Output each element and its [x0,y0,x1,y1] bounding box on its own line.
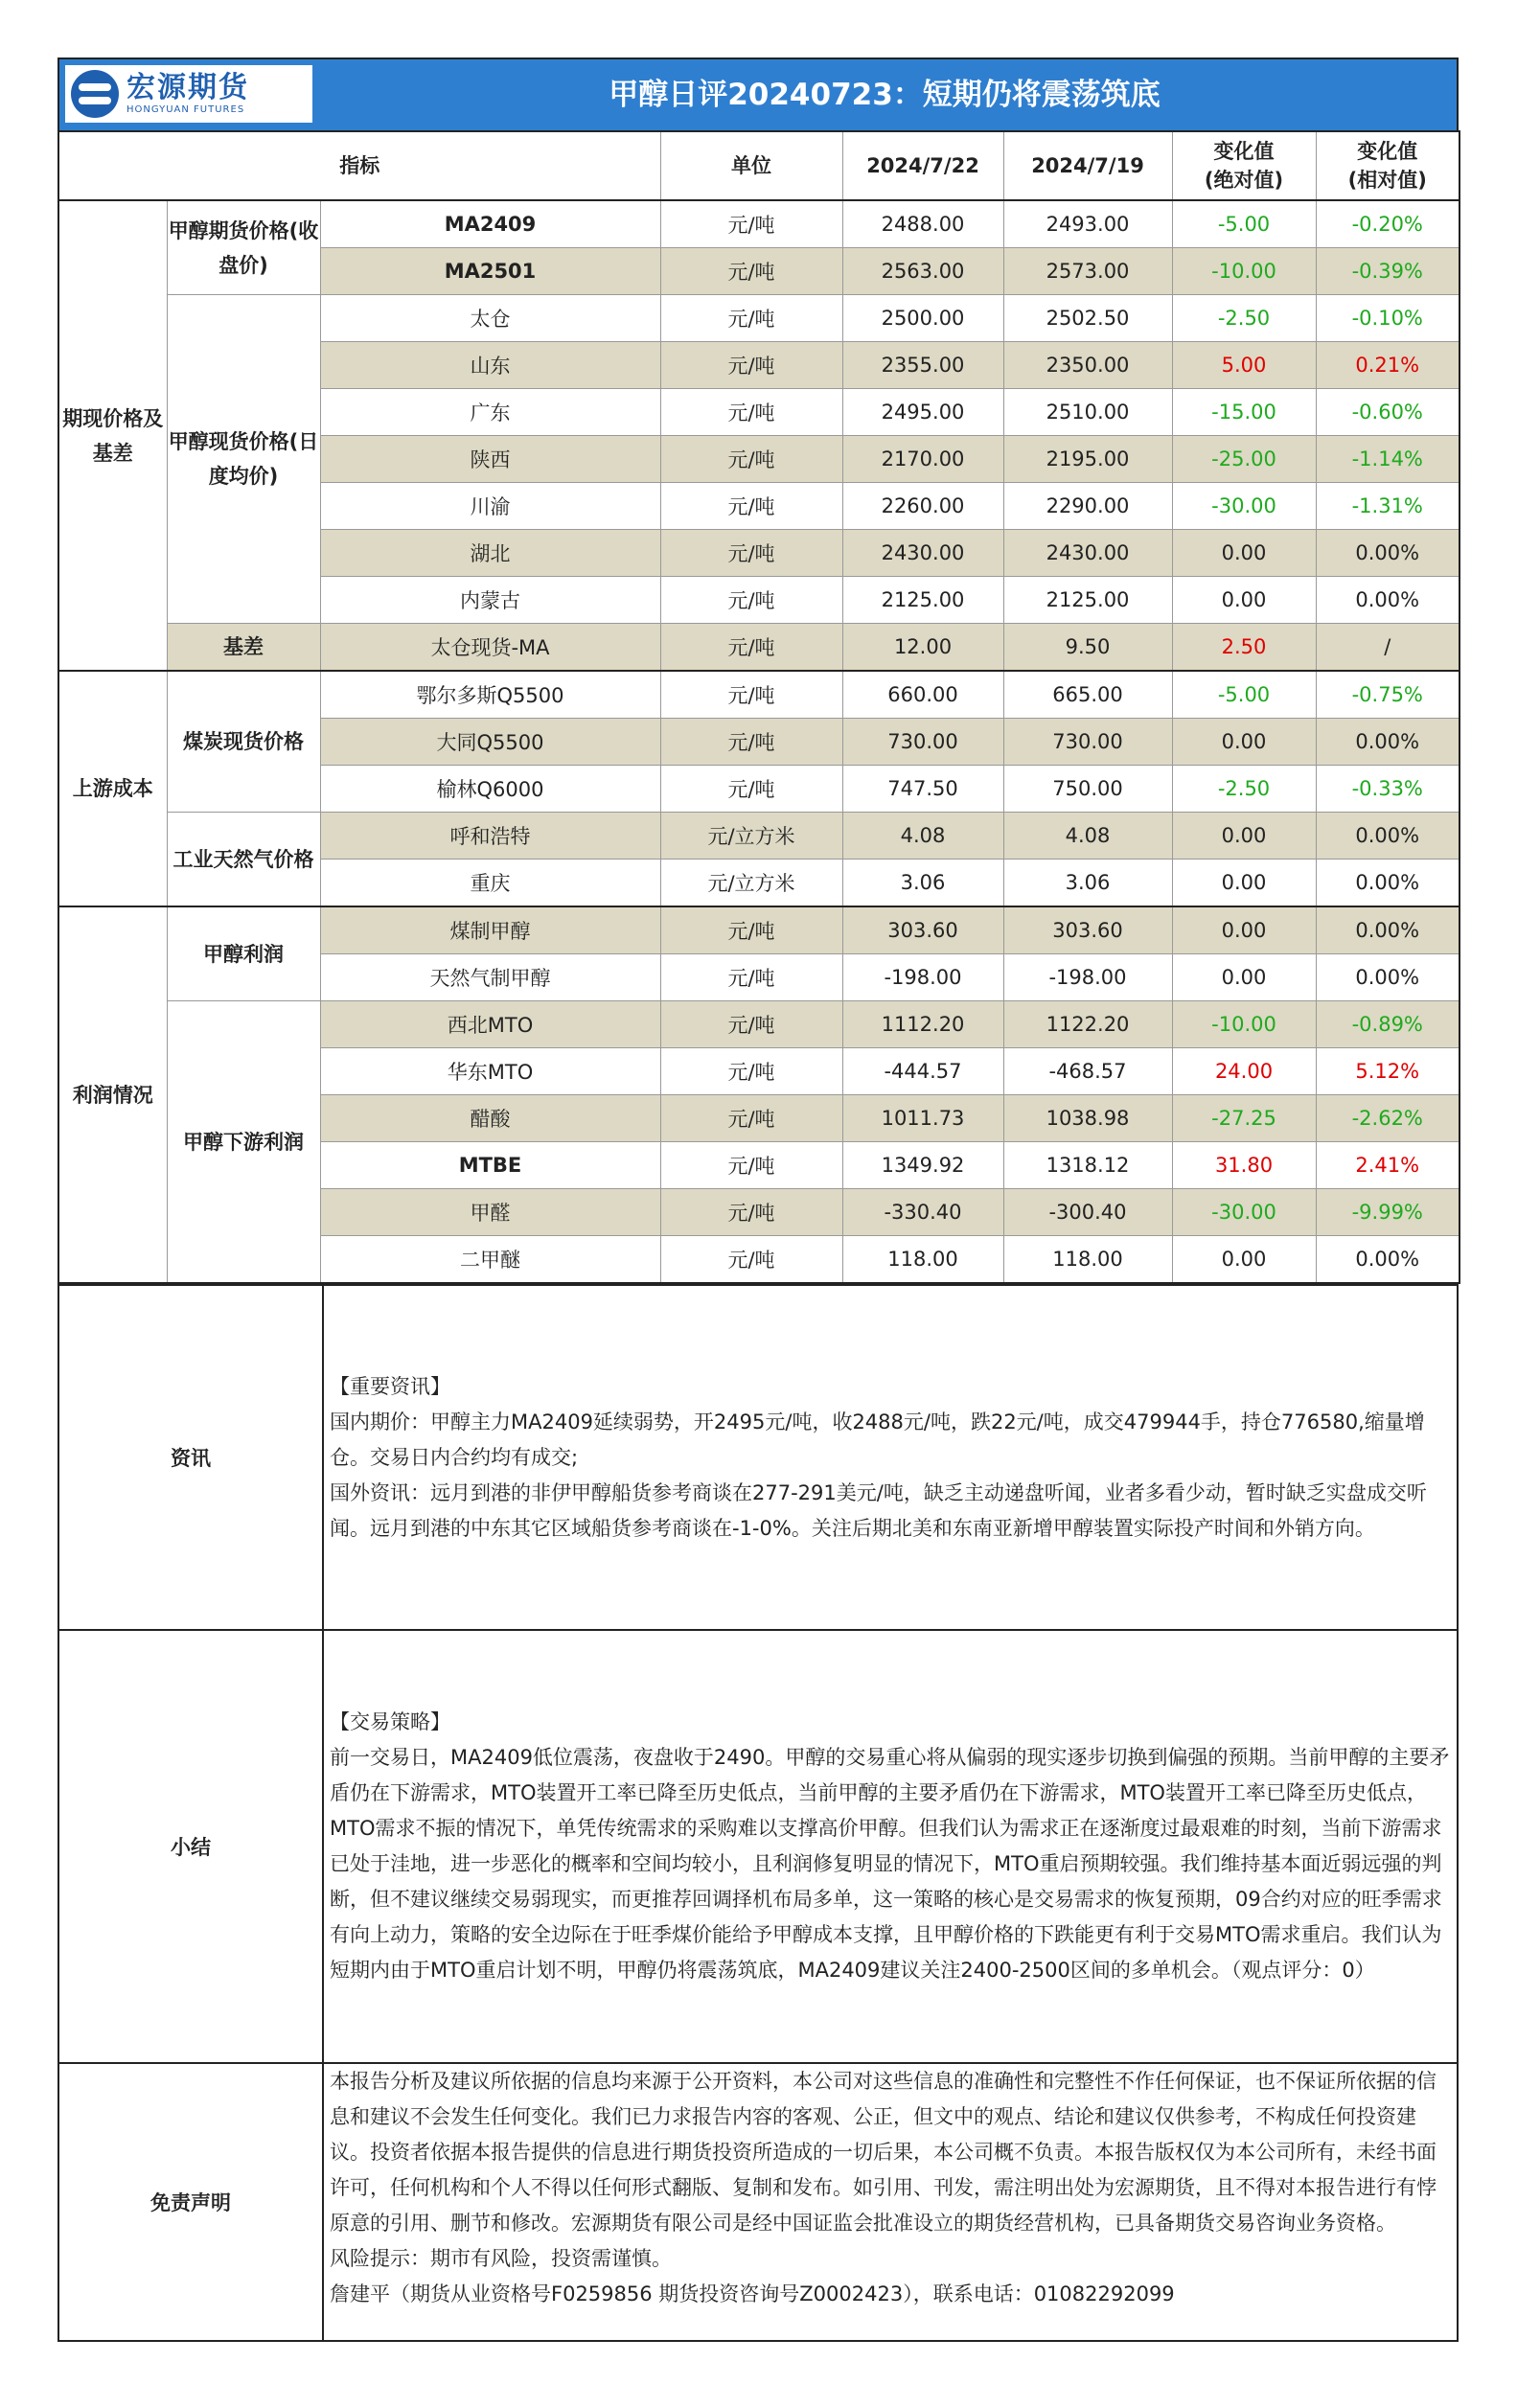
value-date-2: -468.57 [1003,1048,1172,1095]
table-row [58,671,1460,719]
header-unit: 单位 [660,131,842,200]
value-date-1: 2170.00 [842,436,1003,483]
value-date-1: 2500.00 [842,295,1003,342]
table-row [58,906,1460,954]
unit-cell: 元/吨 [660,1142,842,1189]
category-cell: 上游成本 [58,671,167,906]
indicator-name: 鄂尔多斯Q5500 [320,671,660,719]
news-label: 资讯 [58,1285,323,1630]
rel-change: -1.31% [1316,483,1460,530]
rel-change: -0.89% [1316,1001,1460,1048]
unit-cell: 元/吨 [660,1048,842,1095]
subgroup-cell: 甲醇现货价格(日度均价) [167,295,320,624]
unit-cell: 元/吨 [660,1189,842,1236]
value-date-2: 2510.00 [1003,389,1172,436]
table-header-row [58,131,1460,200]
subgroup-cell: 工业天然气价格 [167,813,320,907]
summary-label: 小结 [58,1630,323,2063]
unit-cell: 元/吨 [660,719,842,766]
unit-cell: 元/吨 [660,295,842,342]
header-abs-change: 变化值 (绝对值) [1172,131,1316,200]
rel-change: -0.10% [1316,295,1460,342]
header-indicator: 指标 [58,131,660,200]
value-date-1: -330.40 [842,1189,1003,1236]
rel-change: / [1316,624,1460,672]
disclaimer-paragraph: 本报告分析及建议所依据的信息均来源于公开资料，本公司对这些信息的准确性和完整性不作任何保证，也不保证所依据的信息和建议不会发生任何变化。我们已力求报告内容的客观、公正，但文中的观点、结论和建议仅供参考，不构成任何投资建议。投资者依据本报告提供的信息进行期货投资所造成的一切后果，本公司概不负责。本报告版权仅为本公司所有，未经书面许可，任何机构和个人不得以任何形式翻版、复制和发布。如引用、刊发，需注明出处为宏源期货，且不得对本报告进行有悖原意的引用、删节和修改。宏源期货有限公司是经中国证监会批准设立的期货经营机构，已具备期货交易咨询业务资格。 [330,2070,1437,2235]
indicator-name: 山东 [320,342,660,389]
value-date-1: 3.06 [842,860,1003,907]
value-date-2: 1318.12 [1003,1142,1172,1189]
summary-body [323,1630,1458,2063]
news-heading: 【重要资讯】 [330,1374,450,1398]
rel-change: 0.00% [1316,906,1460,954]
abs-change: 5.00 [1172,342,1316,389]
rel-change: 0.00% [1316,719,1460,766]
logo-name-en: HONGYUAN FUTURES [126,104,245,115]
summary-section [58,1630,1458,2063]
header-date-1: 2024/7/22 [842,131,1003,200]
category-cell: 利润情况 [58,906,167,1283]
header-rel-change: 变化值 (相对值) [1316,131,1460,200]
table-row [58,295,1460,342]
value-date-2: 3.06 [1003,860,1172,907]
rel-change: 0.00% [1316,577,1460,624]
abs-change: -5.00 [1172,671,1316,719]
abs-change: 0.00 [1172,530,1316,577]
value-date-2: 2290.00 [1003,483,1172,530]
abs-change: 24.00 [1172,1048,1316,1095]
value-date-1: 1011.73 [842,1095,1003,1142]
disclaimer-section [58,2063,1458,2341]
indicator-name: 榆林Q6000 [320,766,660,813]
unit-cell: 元/立方米 [660,813,842,860]
header-date-2: 2024/7/19 [1003,131,1172,200]
unit-cell: 元/吨 [660,530,842,577]
rel-change: -0.75% [1316,671,1460,719]
unit-cell: 元/吨 [660,483,842,530]
indicator-name: 华东MTO [320,1048,660,1095]
rel-change: 0.00% [1316,860,1460,907]
abs-change: -30.00 [1172,483,1316,530]
table-row [58,624,1460,672]
indicator-name: 呼和浩特 [320,813,660,860]
value-date-2: 750.00 [1003,766,1172,813]
abs-change: -10.00 [1172,1001,1316,1048]
value-date-1: 1112.20 [842,1001,1003,1048]
logo-name-cn: 宏源期货 [126,71,249,104]
unit-cell: 元/吨 [660,671,842,719]
rel-change: -9.99% [1316,1189,1460,1236]
rel-change: -0.39% [1316,248,1460,295]
abs-change: 0.00 [1172,860,1316,907]
indicator-name: 甲醛 [320,1189,660,1236]
logo-mark-icon [71,70,119,118]
unit-cell: 元/吨 [660,1001,842,1048]
news-section [58,1285,1458,1630]
abs-change: 0.00 [1172,906,1316,954]
unit-cell: 元/吨 [660,624,842,672]
value-date-1: 118.00 [842,1236,1003,1284]
unit-cell: 元/吨 [660,906,842,954]
report-frame [57,57,1459,2342]
news-body [323,1285,1458,1630]
unit-cell: 元/立方米 [660,860,842,907]
indicator-name: MTBE [320,1142,660,1189]
abs-change: -2.50 [1172,295,1316,342]
abs-change: 31.80 [1172,1142,1316,1189]
company-logo [65,65,312,123]
value-date-2: 1038.98 [1003,1095,1172,1142]
category-cell: 期现价格及基差 [58,200,167,671]
abs-change: -30.00 [1172,1189,1316,1236]
value-date-1: 2563.00 [842,248,1003,295]
abs-change: 0.00 [1172,954,1316,1001]
value-date-2: 2493.00 [1003,200,1172,248]
disclaimer-body [323,2063,1458,2341]
rel-change: 0.00% [1316,530,1460,577]
indicator-name: 湖北 [320,530,660,577]
value-date-1: 303.60 [842,906,1003,954]
value-date-2: 2573.00 [1003,248,1172,295]
unit-cell: 元/吨 [660,577,842,624]
indicator-name: MA2501 [320,248,660,295]
abs-change: -10.00 [1172,248,1316,295]
disclaimer-label: 免责声明 [58,2063,323,2341]
risk-warning: 风险提示：期市有风险，投资需谨慎。 [330,2247,672,2270]
table-row [58,813,1460,860]
unit-cell: 元/吨 [660,248,842,295]
indicator-table [57,130,1460,1284]
rel-change: -1.14% [1316,436,1460,483]
abs-change: -15.00 [1172,389,1316,436]
unit-cell: 元/吨 [660,766,842,813]
indicator-name: 煤制甲醇 [320,906,660,954]
rel-change: -0.60% [1316,389,1460,436]
value-date-2: 2350.00 [1003,342,1172,389]
unit-cell: 元/吨 [660,342,842,389]
subgroup-cell: 甲醇下游利润 [167,1001,320,1284]
indicator-name: 重庆 [320,860,660,907]
rel-change: -2.62% [1316,1095,1460,1142]
indicator-name: MA2409 [320,200,660,248]
value-date-1: 660.00 [842,671,1003,719]
abs-change: 0.00 [1172,719,1316,766]
value-date-2: 2125.00 [1003,577,1172,624]
abs-change: -2.50 [1172,766,1316,813]
indicator-name: 大同Q5500 [320,719,660,766]
rel-change: -0.33% [1316,766,1460,813]
news-paragraph-2: 国外资讯：远月到港的非伊甲醇船货参考商谈在277-291美元/吨，缺乏主动递盘听闻，业者多看少动，暂时缺乏实盘成交听闻。远月到港的中东其它区域船货参考商谈在-1-0%。关注后期北美和东南亚新增甲醇装置实际投产时间和外销方向。 [330,1480,1427,1540]
value-date-2: 730.00 [1003,719,1172,766]
abs-change: 2.50 [1172,624,1316,672]
value-date-1: 747.50 [842,766,1003,813]
rel-change: 2.41% [1316,1142,1460,1189]
value-date-2: 1122.20 [1003,1001,1172,1048]
value-date-1: 12.00 [842,624,1003,672]
value-date-2: 2430.00 [1003,530,1172,577]
value-date-2: 118.00 [1003,1236,1172,1284]
value-date-1: 2125.00 [842,577,1003,624]
value-date-2: -198.00 [1003,954,1172,1001]
table-row [58,1001,1460,1048]
subgroup-cell: 甲醇期货价格(收盘价) [167,200,320,295]
table-row [58,200,1460,248]
value-date-2: 303.60 [1003,906,1172,954]
value-date-2: 2502.50 [1003,295,1172,342]
summary-heading: 【交易策略】 [330,1710,450,1733]
indicator-name: 内蒙古 [320,577,660,624]
report-title: 甲醇日评20240723：短期仍将震荡筑底 [609,78,1161,112]
indicator-name: 川渝 [320,483,660,530]
subgroup-cell: 煤炭现货价格 [167,671,320,813]
value-date-1: 730.00 [842,719,1003,766]
analyst-info: 詹建平（期货从业资格号F0259856 期货投资咨询号Z0002423），联系电话：01082292099 [330,2282,1175,2305]
unit-cell: 元/吨 [660,1095,842,1142]
news-paragraph-1: 国内期价：甲醇主力MA2409延续弱势，开2495元/吨，收2488元/吨，跌22元/吨，成交479944手，持仓776580,缩量增仓。交易日内合约均有成交; [330,1410,1425,1469]
value-date-1: -444.57 [842,1048,1003,1095]
abs-change: 0.00 [1172,577,1316,624]
indicator-name: 西北MTO [320,1001,660,1048]
value-date-1: 2488.00 [842,200,1003,248]
unit-cell: 元/吨 [660,200,842,248]
rel-change: 0.00% [1316,1236,1460,1284]
abs-change: 0.00 [1172,813,1316,860]
indicator-name: 天然气制甲醇 [320,954,660,1001]
subgroup-cell: 基差 [167,624,320,672]
unit-cell: 元/吨 [660,954,842,1001]
value-date-1: 1349.92 [842,1142,1003,1189]
abs-change: -27.25 [1172,1095,1316,1142]
abs-change: 0.00 [1172,1236,1316,1284]
text-sections [57,1284,1459,2342]
summary-paragraph: 前一交易日，MA2409低位震荡，夜盘收于2490。甲醇的交易重心将从偏弱的现实逐步切换到偏强的预期。当前甲醇的主要矛盾仍在下游需求，MTO装置开工率已降至历史低点，当前甲醇的主要矛盾仍在下游需求，MTO装置开工率已降至历史低点，MTO需求不振的情况下，单凭传统需求的采购难以支撑高价甲醇。但我们认为需求正在逐渐度过最艰难的时刻，当前下游需求已处于洼地，进一步恶化的概率和空间均较小，且利润修复明显的情况下，MTO重启预期较强。我们维持基本面近弱远强的判断，但不建议继续交易弱现实，而更推荐回调择机布局多单，这一策略的核心是交易需求的恢复预期，09合约对应的旺季需求有向上动力，策略的安全边际在于旺季煤价能给予甲醇成本支撑，且甲醇价格的下跌能更有利于交易MTO需求重启。我们认为短期内由于MTO重启计划不明，甲醇仍将震荡筑底，MA2409建议关注2400-2500区间的多单机会。（观点评分：0） [330,1746,1450,1982]
value-date-1: 2495.00 [842,389,1003,436]
subgroup-cell: 甲醇利润 [167,906,320,1001]
report-header [57,57,1459,130]
indicator-name: 太仓 [320,295,660,342]
abs-change: -25.00 [1172,436,1316,483]
unit-cell: 元/吨 [660,1236,842,1284]
rel-change: 0.21% [1316,342,1460,389]
value-date-2: 4.08 [1003,813,1172,860]
unit-cell: 元/吨 [660,389,842,436]
rel-change: 5.12% [1316,1048,1460,1095]
rel-change: -0.20% [1316,200,1460,248]
indicator-name: 太仓现货-MA [320,624,660,672]
abs-change: -5.00 [1172,200,1316,248]
value-date-2: 665.00 [1003,671,1172,719]
indicator-name: 二甲醚 [320,1236,660,1284]
value-date-2: -300.40 [1003,1189,1172,1236]
value-date-2: 2195.00 [1003,436,1172,483]
value-date-1: 2430.00 [842,530,1003,577]
value-date-1: 4.08 [842,813,1003,860]
value-date-1: -198.00 [842,954,1003,1001]
unit-cell: 元/吨 [660,436,842,483]
value-date-2: 9.50 [1003,624,1172,672]
rel-change: 0.00% [1316,954,1460,1001]
indicator-name: 醋酸 [320,1095,660,1142]
value-date-1: 2260.00 [842,483,1003,530]
indicator-name: 陕西 [320,436,660,483]
value-date-1: 2355.00 [842,342,1003,389]
indicator-name: 广东 [320,389,660,436]
rel-change: 0.00% [1316,813,1460,860]
table-body [58,200,1460,1283]
